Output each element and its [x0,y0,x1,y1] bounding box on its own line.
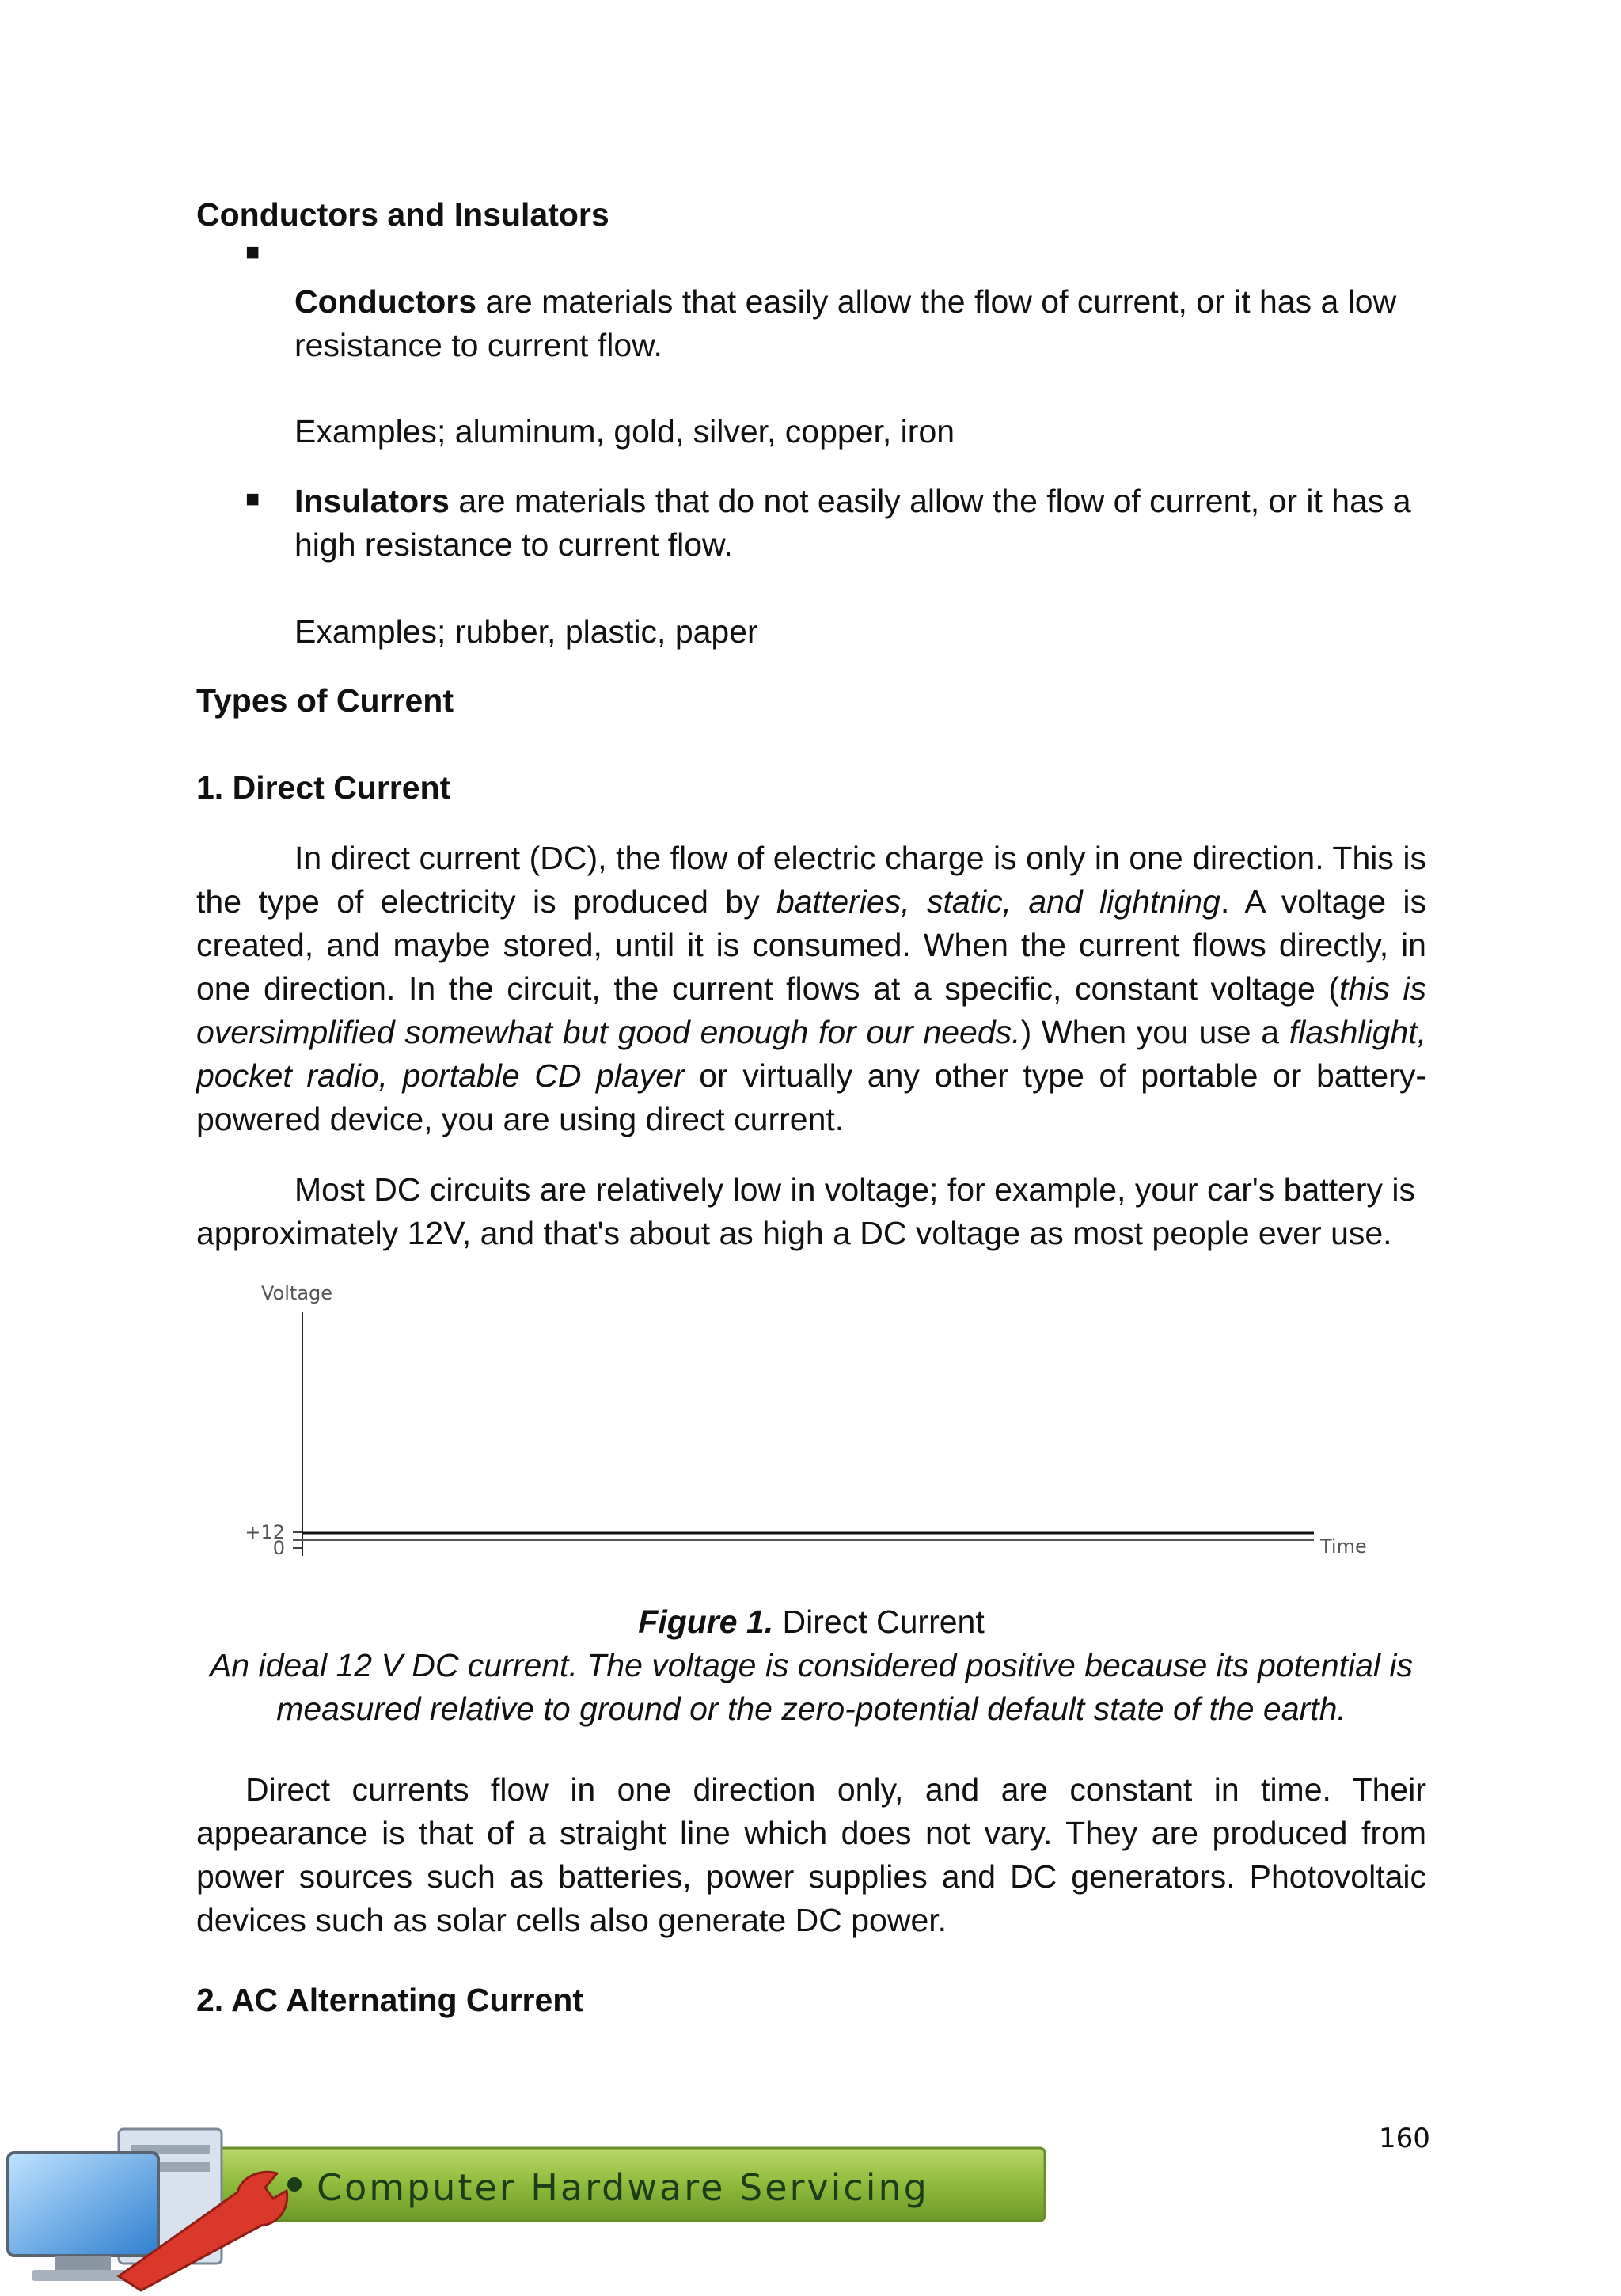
bullet-marker: ■ [245,486,260,512]
italic-phrase: this is oversimplified somewhat but good enough for our needs. [196,970,1426,1050]
section-heading-types: Types of Current [196,682,454,719]
computer-hardware-logo [0,2121,1053,2292]
chart-tick-label: +12 [245,1521,285,1543]
paragraph-dc-voltage: Most DC circuits are relatively low in voltage; for example, your car's battery is approximately 12V, and that's about as high a DC voltage as most people ever use. [196,1171,1415,1251]
figure-title [196,1600,1426,1644]
section-heading-conductors: Conductors and Insulators [196,196,609,233]
dc-voltage-chart [230,1274,1393,1567]
definition-insulators: are materials that do not easily allow the flow of current, or it has a high resistance to current flow. [294,483,1411,563]
term-insulators: Insulators [294,483,450,519]
chart-y-axis-label: Voltage [261,1282,333,1304]
chart-tick-label: 0 [272,1537,285,1559]
text-run: or virtually any other type of portable or battery-powered device, you are using direct current. [196,1057,1426,1137]
figure-label: Figure 1. [638,1603,774,1640]
subheading-alternating-current: 2. AC Alternating Current [196,1982,583,2018]
bullet-conductors [294,280,1426,367]
figure-name: Direct Current [773,1603,985,1640]
paragraph-dc-intro [196,837,1426,1141]
paragraph-dc-summary: Direct currents flow in one direction only, and are constant in time. Their appearance is that of a straight line which does not vary. They are produced from power sources such as batteries, power supplies and DC generators. Photovoltaic devices such as solar cells also generate DC power. [196,1771,1426,1938]
figure-caption: An ideal 12 V DC current. The voltage is considered positive because its potential is measured relative to ground or the zero-potential default state of the earth. [209,1647,1414,1727]
bullet-insulators [294,480,1426,567]
italic-phrase: batteries, static, and lightning [776,883,1220,920]
examples-conductors: Examples; aluminum, gold, silver, copper, iron [294,413,955,450]
bullet-marker: ■ [245,239,260,265]
text-run: ) When you use a [1020,1014,1289,1050]
definition-conductors: are materials that easily allow the flow of current, or it has a low resistance to current flow. [294,283,1397,363]
subheading-direct-current: 1. Direct Current [196,769,451,806]
text-run: In direct current (DC), the flow of electric charge is only in one direction. This is the type of electricity is produced by [196,840,1426,920]
examples-insulators: Examples; rubber, plastic, paper [294,613,758,650]
chart-x-axis-label: Time [1320,1535,1367,1558]
banner-text: Computer Hardware Servicing [317,2166,929,2209]
text-run: . A voltage is created, and maybe stored, until it is consumed. When the current flows directly, in one direction. In the circuit, the current flows at a specific, constant voltage ( [196,883,1426,1007]
term-conductors: Conductors [294,283,477,320]
italic-phrase: flashlight, pocket radio, portable CD player [196,1014,1426,1094]
page-number: 160 [1379,2123,1430,2154]
footer-banner [0,2121,1053,2292]
monitor-icon [8,2153,158,2256]
bullet-dot-icon [287,2177,302,2192]
